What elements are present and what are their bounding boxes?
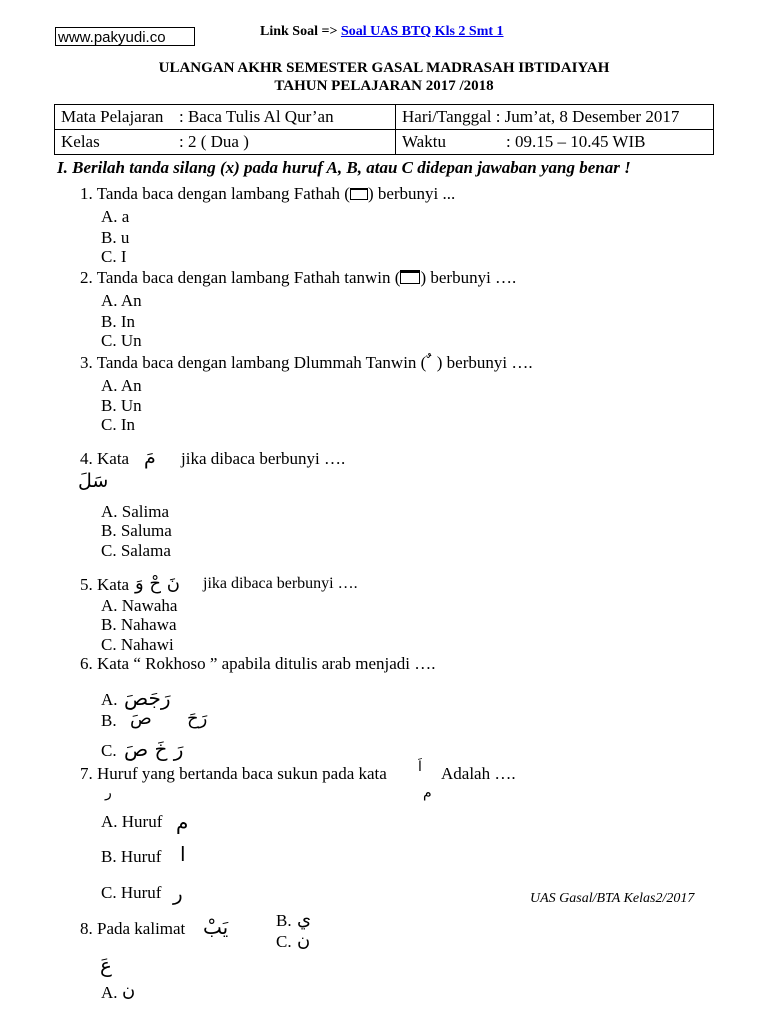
q2-option-c[interactable]: C. Un	[101, 331, 142, 350]
question-7: 7. Huruf yang bertanda baca sukun pada kata	[80, 764, 387, 783]
mapel-cell	[55, 105, 396, 130]
question-4-label: 4. Kata	[80, 449, 130, 468]
page-footer: UAS Gasal/BTA Kelas2/2017	[530, 891, 695, 906]
q5-option-b[interactable]: B. Nahawa	[101, 615, 177, 634]
question-6: 6. Kata “ Rokhoso ” apabila ditulis arab menjadi ….	[80, 654, 436, 673]
q1-option-c[interactable]: C. I	[101, 247, 127, 266]
q6-option-b-arabic-1[interactable]: صَ	[130, 708, 152, 729]
q7-option-a-arabic[interactable]: م	[176, 810, 189, 834]
q6-option-c-arabic[interactable]: رَ خَ صَ	[124, 737, 184, 761]
q7-arabic-alif: اَ	[418, 759, 422, 775]
q2-option-b[interactable]: B. In	[101, 312, 135, 331]
q4-option-b[interactable]: B. Saluma	[101, 521, 172, 540]
mapel-value: : Baca Tulis Al Qur’an	[179, 107, 334, 126]
q8-option-a-arabic[interactable]: ن	[122, 980, 136, 1001]
exam-title: ULANGAN AKHR SEMESTER GASAL MADRASAH IBTIDAIYAH	[158, 60, 610, 76]
q6-option-b-arabic-2[interactable]: رَحَ	[187, 708, 208, 729]
q4-option-c[interactable]: C. Salama	[101, 541, 171, 560]
q5-option-c[interactable]: C. Nahawi	[101, 635, 174, 654]
q4-option-a[interactable]: A. Salima	[101, 502, 169, 521]
waktu-cell	[396, 130, 714, 155]
q3-option-c[interactable]: C. In	[101, 415, 135, 434]
question-4-text: jika dibaca berbunyi ….	[181, 449, 346, 468]
link-line	[260, 24, 504, 40]
q3-option-a[interactable]: A. An	[101, 376, 142, 395]
question-7-end: Adalah ….	[441, 764, 516, 783]
exam-year: TAHUN PELAJARAN 2017 /2018	[274, 78, 494, 94]
q5-option-a[interactable]: A. Nawaha	[101, 596, 178, 615]
q5-arabic-word: نَ حْ وَ	[135, 573, 180, 594]
q8-option-b-arabic[interactable]: ي	[297, 909, 312, 930]
q1-option-b[interactable]: B. u	[101, 228, 130, 247]
question-1	[80, 184, 455, 204]
q2-text: 2. Tanda baca dengan lambang Fathah tanwin (	[80, 268, 401, 287]
q8-option-c-label[interactable]: C.	[276, 932, 292, 951]
site-url-box: www.pakyudi.co	[55, 27, 195, 46]
q7-option-a[interactable]: A. Huruf	[101, 812, 163, 831]
q7-option-c[interactable]: C. Huruf	[101, 883, 162, 902]
kelas-cell	[55, 130, 396, 155]
question-5-label: 5. Kata	[80, 575, 130, 594]
q3-option-b[interactable]: B. Un	[101, 396, 142, 415]
q8-option-c-arabic[interactable]: ن	[297, 930, 311, 951]
q6-option-b-label[interactable]: B.	[101, 711, 117, 730]
q4-arabic-word: مَ	[144, 447, 156, 469]
q7-option-b-arabic[interactable]: ا	[180, 842, 186, 866]
fathah-tanwin-symbol-icon	[400, 270, 420, 284]
q1-option-a[interactable]: A. a	[101, 207, 130, 226]
question-3	[80, 353, 533, 373]
q2-text-end: ) berbunyi ….	[420, 268, 517, 287]
q1-text-end: ) berbunyi ...	[367, 184, 456, 203]
q8-arabic-word-2: عَ	[100, 953, 112, 977]
q1-text: 1. Tanda baca dengan lambang Fathah (	[80, 184, 350, 203]
q8-option-a-label[interactable]: A.	[101, 983, 118, 1002]
q4-arabic-word-2: سَلَ	[78, 470, 109, 492]
q7-option-b[interactable]: B. Huruf	[101, 847, 162, 866]
q8-option-b-label[interactable]: B.	[276, 911, 292, 930]
section-instruction: I. Berilah tanda silang (x) pada huruf A, B, atau C didepan jawaban yang benar !	[57, 158, 631, 177]
question-5-text: jika dibaca berbunyi ….	[203, 575, 358, 592]
q6-option-c-label[interactable]: C.	[101, 741, 117, 760]
q6-option-a-arabic[interactable]: رَجَصَ	[124, 686, 171, 710]
soal-link[interactable]: Soal UAS BTQ Kls 2 Smt 1	[340, 24, 504, 39]
kelas-label: Kelas	[61, 132, 100, 151]
q7-arabic-mim: م	[423, 785, 432, 801]
kelas-value: : 2 ( Dua )	[179, 132, 249, 151]
link-prefix: Link Soal =>	[260, 24, 338, 39]
q3-text: 3. Tanda baca dengan lambang Dlummah Tanwin (	[80, 353, 427, 372]
q6-option-a-label[interactable]: A.	[101, 690, 118, 709]
q7-option-c-arabic[interactable]: ر	[173, 881, 183, 905]
q2-option-a[interactable]: A. An	[101, 291, 142, 310]
hari-cell: Hari/Tanggal : Jum’at, 8 Desember 2017	[396, 105, 714, 130]
dlummah-tanwin-symbol: ٌ	[426, 353, 437, 373]
waktu-value: : 09.15 – 10.45 WIB	[506, 132, 646, 151]
fathah-symbol-icon	[350, 188, 368, 200]
q7-arabic-ra: ر	[105, 785, 112, 801]
info-table	[54, 104, 714, 155]
q3-text-end: ) berbunyi ….	[436, 353, 533, 372]
mapel-label: Mata Pelajaran	[61, 107, 164, 126]
waktu-label: Waktu	[402, 132, 446, 151]
question-8: 8. Pada kalimat	[80, 919, 186, 938]
q8-arabic-word: يَبْ	[203, 915, 229, 939]
question-2	[80, 268, 516, 288]
